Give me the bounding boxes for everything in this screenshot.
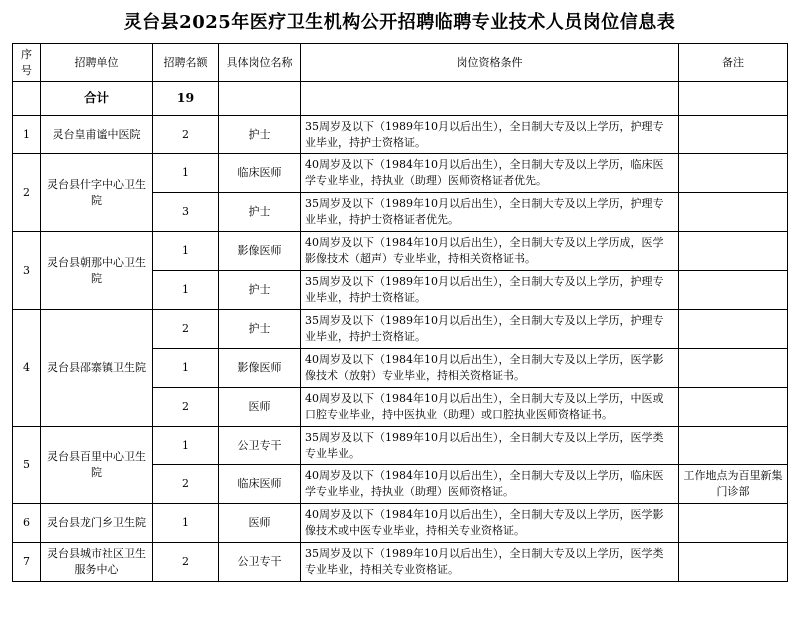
cell-requirements: 40周岁及以下（1984年10月以后出生），全日制大专及以上学历，医学影像技术（放射）专业毕业，持相关资格证书。 [301,348,679,387]
cell-unit: 灵台县城市社区卫生服务中心 [41,543,153,582]
cell-requirements: 35周岁及以下（1989年10月以后出生），全日制大专及以上学历，医学类专业毕业。 [301,426,679,465]
table-row [13,426,788,465]
table-header-row [13,43,788,82]
table-row-total [13,82,788,115]
cell-remark [679,543,788,582]
cell-unit: 灵台县龙门乡卫生院 [41,504,153,543]
cell-requirements: 35周岁及以下（1989年10月以后出生），全日制大专及以上学历，护理专业毕业，持护士资格证。 [301,271,679,310]
table-header [13,43,788,82]
table-row [13,154,788,193]
cell-num: 3 [153,193,219,232]
cell-remark [679,504,788,543]
cell-remark [679,309,788,348]
cell-requirements: 40周岁及以下（1984年10月以后出生），全日制大专及以上学历，临床医学专业毕业，持执业（助理）医师资格证者优先。 [301,154,679,193]
cell-seq: 2 [13,154,41,232]
cell-requirements: 35周岁及以下（1989年10月以后出生），全日制大专及以上学历，护理专业毕业，持护士资格证者优先。 [301,193,679,232]
cell-requirements: 40周岁及以下（1984年10月以后出生），全日制大专及以上学历，医学影像技术或中医专业毕业，持相关专业资格证。 [301,504,679,543]
cell-post: 医师 [219,504,301,543]
cell-post: 公卫专干 [219,543,301,582]
cell-remark [679,115,788,154]
cell-seq: 5 [13,426,41,504]
cell-post: 公卫专干 [219,426,301,465]
cell-num: 1 [153,271,219,310]
cell-requirements: 40周岁及以下（1984年10月以后出生），全日制大专及以上学历，中医或口腔专业毕业，持中医执业（助理）或口腔执业医师资格证书。 [301,387,679,426]
cell-post: 护士 [219,271,301,310]
table-row [13,309,788,348]
cell-num: 1 [153,348,219,387]
cell-num: 2 [153,387,219,426]
cell-post: 临床医师 [219,465,301,504]
cell-seq: 6 [13,504,41,543]
cell-num: 2 [153,115,219,154]
cell-seq: 1 [13,115,41,154]
cell-seq: 3 [13,232,41,310]
cell-unit: 灵台县百里中心卫生院 [41,426,153,504]
column-header-seq: 序号 [13,43,41,82]
page-title: 灵台县2025年医疗卫生机构公开招聘临聘专业技术人员岗位信息表 [123,12,676,33]
cell-post: 影像医师 [219,232,301,271]
column-header-unit: 招聘单位 [41,43,153,82]
table-row [13,232,788,271]
cell-requirements: 40周岁及以下（1984年10月以后出生），全日制大专及以上学历，临床医学专业毕业，持执业（助理）医师资格证。 [301,465,679,504]
cell-remark [679,154,788,193]
cell-post: 护士 [219,115,301,154]
cell-num: 2 [153,309,219,348]
column-header-num: 招聘名额 [153,43,219,82]
table-row [13,115,788,154]
cell-remark [679,271,788,310]
total-seq [13,82,41,115]
cell-num: 2 [153,543,219,582]
cell-seq: 4 [13,309,41,426]
cell-num: 1 [153,504,219,543]
job-info-table [12,43,788,583]
cell-post: 护士 [219,193,301,232]
cell-remark [679,426,788,465]
column-header-remark: 备注 [679,43,788,82]
column-header-post: 具体岗位名称 [219,43,301,82]
column-header-requirements: 岗位资格条件 [301,43,679,82]
total-remark [679,82,788,115]
cell-post: 临床医师 [219,154,301,193]
cell-unit: 灵台县什字中心卫生院 [41,154,153,232]
cell-remark [679,348,788,387]
cell-remark [679,387,788,426]
cell-unit: 灵台皇甫谧中医院 [41,115,153,154]
cell-seq: 7 [13,543,41,582]
total-label: 合计 [41,82,153,115]
total-num: 19 [153,82,219,115]
cell-requirements: 40周岁及以下（1984年10月以后出生），全日制大专及以上学历成，医学影像技术（超声）专业毕业，持相关资格证书。 [301,232,679,271]
table-row [13,504,788,543]
cell-post: 影像医师 [219,348,301,387]
cell-unit: 灵台县朝那中心卫生院 [41,232,153,310]
cell-requirements: 35周岁及以下（1989年10月以后出生），全日制大专及以上学历，护理专业毕业，持护士资格证。 [301,309,679,348]
cell-remark [679,193,788,232]
cell-requirements: 35周岁及以下（1989年10月以后出生），全日制大专及以上学历，医学类专业毕业，持相关专业资格证。 [301,543,679,582]
cell-num: 1 [153,154,219,193]
cell-unit: 灵台县邵寨镇卫生院 [41,309,153,426]
total-requirements [301,82,679,115]
cell-num: 2 [153,465,219,504]
cell-post: 护士 [219,309,301,348]
cell-remark [679,232,788,271]
cell-requirements: 35周岁及以下（1989年10月以后出生），全日制大专及以上学历，护理专业毕业，持护士资格证。 [301,115,679,154]
cell-remark: 工作地点为百里新集门诊部 [679,465,788,504]
cell-post: 医师 [219,387,301,426]
table-body [13,82,788,582]
cell-num: 1 [153,426,219,465]
table-row [13,543,788,582]
total-post [219,82,301,115]
cell-num: 1 [153,232,219,271]
